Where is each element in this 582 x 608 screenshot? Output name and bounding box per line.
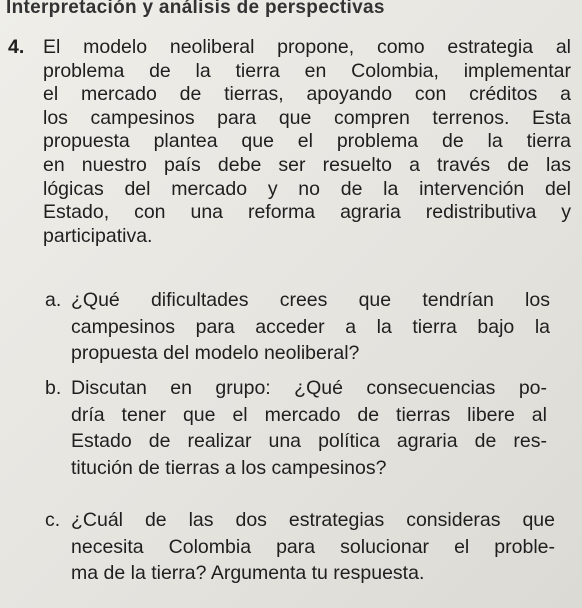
question-line: el mercado de tierras, apoyando con créditos a bbox=[43, 83, 571, 106]
question-line: Estado, con una reforma agraria redistributiva y bbox=[43, 201, 571, 224]
subquestion-line: Estado de realizar una política agraria de res- bbox=[71, 430, 547, 452]
subquestion-a bbox=[45, 287, 550, 367]
subquestion-line: campesinos para acceder a la tierra bajo la bbox=[71, 315, 550, 338]
subquestion-line: titución de tierras a los campesinos? bbox=[71, 456, 387, 479]
subquestion-body bbox=[71, 287, 550, 367]
subquestion-letter: b. bbox=[45, 377, 62, 399]
question-line: propuesta plantea que el problema de la tierra bbox=[43, 130, 571, 153]
subquestion-line: ¿Cuál de las dos estrategias consideras que bbox=[71, 509, 555, 531]
subquestion-body bbox=[71, 375, 547, 481]
question-text bbox=[43, 36, 571, 248]
subquestion-letter: a. bbox=[45, 289, 62, 311]
question-line: problema de la tierra en Colombia, implementar bbox=[43, 59, 571, 82]
question-line: lógicas del mercado y no de la intervención del bbox=[43, 177, 571, 200]
question-line: los campesinos para que compren terrenos. Esta bbox=[43, 106, 571, 129]
question-line: El modelo neoliberal propone, como estrategia al bbox=[43, 36, 571, 58]
question-number: 4. bbox=[8, 36, 25, 58]
section-heading: Interpretación y análisis de perspectivas bbox=[6, 0, 385, 18]
subquestion-line: Discutan en grupo: ¿Qué consecuencias po- bbox=[71, 377, 547, 399]
question-line: participativa. bbox=[43, 224, 153, 247]
question-line: en nuestro país debe ser resuelto a través de las bbox=[43, 153, 571, 176]
subquestion-line: ma de la tierra? Argumenta tu respuesta. bbox=[71, 562, 425, 584]
subquestion-b bbox=[45, 375, 550, 481]
subquestion-line: necesita Colombia para solucionar el proble- bbox=[71, 535, 555, 558]
subquestion-line: propuesta del modelo neoliberal? bbox=[71, 342, 360, 364]
subquestion-letter: c. bbox=[45, 509, 61, 531]
subquestion-body bbox=[71, 507, 555, 587]
subquestion-line: ¿Qué dificultades crees que tendrían los bbox=[71, 289, 550, 311]
subquestion-line: dría tener que el mercado de tierras libere al bbox=[71, 403, 547, 426]
subquestion-c bbox=[45, 507, 555, 587]
